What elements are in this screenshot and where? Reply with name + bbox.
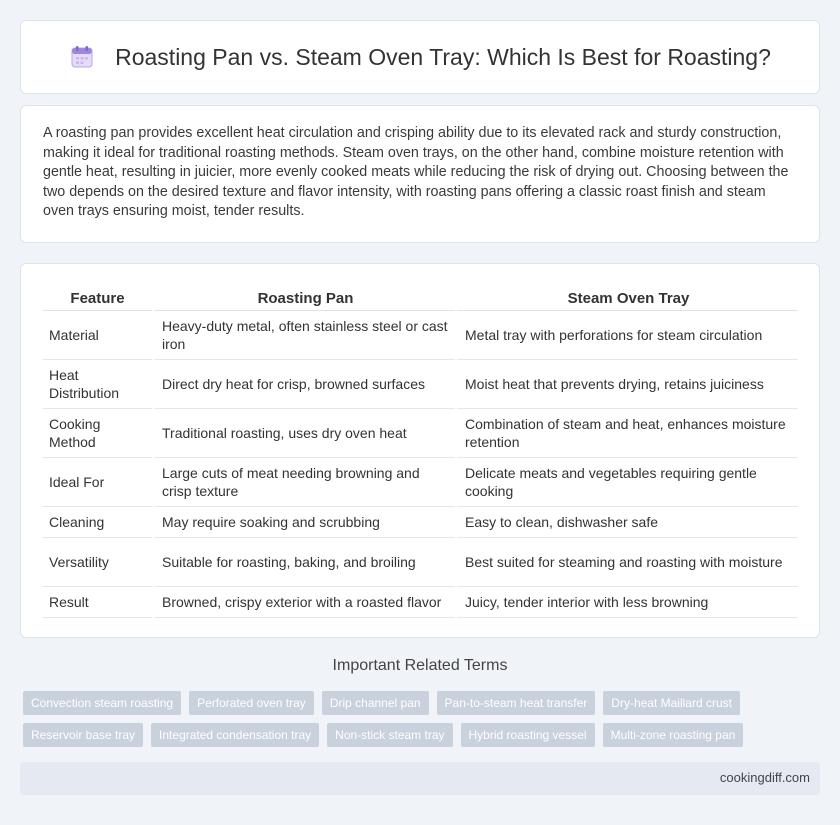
header-steam-oven-tray: Steam Oven Tray bbox=[455, 286, 798, 311]
steam-oven-tray-cell: Moist heat that prevents drying, retains juiciness bbox=[455, 360, 798, 409]
tag-pan-to-steam-heat-transfer[interactable]: Pan-to-steam heat transfer bbox=[437, 691, 596, 715]
header-roasting-pan: Roasting Pan bbox=[152, 286, 455, 311]
tag-hybrid-roasting-vessel[interactable]: Hybrid roasting vessel bbox=[461, 723, 595, 747]
table-row bbox=[43, 587, 798, 618]
table-row bbox=[43, 409, 798, 458]
table-row bbox=[43, 311, 798, 360]
tag-perforated-oven-tray[interactable]: Perforated oven tray bbox=[189, 691, 314, 715]
page-title: Roasting Pan vs. Steam Oven Tray: Which Is Best for Roasting? bbox=[115, 43, 771, 70]
calendar-icon bbox=[69, 44, 95, 70]
roasting-pan-cell: May require soaking and scrubbing bbox=[152, 507, 455, 538]
tag-drip-channel-pan[interactable]: Drip channel pan bbox=[322, 691, 429, 715]
tag-non-stick-steam-tray[interactable]: Non-stick steam tray bbox=[327, 723, 452, 747]
comparison-table bbox=[43, 286, 798, 618]
feature-cell: Cooking Method bbox=[43, 409, 152, 458]
tag-convection-steam-roasting[interactable]: Convection steam roasting bbox=[23, 691, 181, 715]
feature-cell: Cleaning bbox=[43, 507, 152, 538]
roasting-pan-cell: Direct dry heat for crisp, browned surfaces bbox=[152, 360, 455, 409]
steam-oven-tray-cell: Delicate meats and vegetables requiring gentle cooking bbox=[455, 458, 798, 507]
roasting-pan-cell: Browned, crispy exterior with a roasted flavor bbox=[152, 587, 455, 618]
table-row bbox=[43, 507, 798, 538]
tag-dry-heat-maillard-crust[interactable]: Dry-heat Maillard crust bbox=[603, 691, 740, 715]
intro-card bbox=[20, 105, 820, 243]
header-card bbox=[20, 20, 820, 94]
steam-oven-tray-cell: Best suited for steaming and roasting with moisture bbox=[455, 538, 798, 587]
intro-paragraph: A roasting pan provides excellent heat circulation and crisping ability due to its elevated rack and sturdy construction, making it ideal for traditional roasting methods. Steam oven trays, on the other hand, combine moisture retention with gentle heat, resulting in juicier, more evenly cooked meats while reducing the risk of drying out. Choosing between the two depends on the desired texture and flavor intensity, with roasting pans offering a classic roast finish and steam oven trays ensuring moist, tender results. bbox=[43, 125, 789, 220]
footer-bar bbox=[20, 762, 820, 795]
header-feature: Feature bbox=[43, 286, 152, 311]
tag-reservoir-base-tray[interactable]: Reservoir base tray bbox=[23, 723, 143, 747]
related-terms-title: Important Related Terms bbox=[332, 657, 508, 674]
steam-oven-tray-cell: Juicy, tender interior with less browning bbox=[455, 587, 798, 618]
feature-cell: Material bbox=[43, 311, 152, 360]
table-row bbox=[43, 538, 798, 587]
tag-row bbox=[23, 691, 823, 715]
related-terms-tags bbox=[23, 691, 823, 755]
table-row bbox=[43, 360, 798, 409]
roasting-pan-cell: Traditional roasting, uses dry oven heat bbox=[152, 409, 455, 458]
tag-multi-zone-roasting-pan[interactable]: Multi-zone roasting pan bbox=[603, 723, 744, 747]
footer-site-link[interactable]: cookingdiff.com bbox=[719, 770, 810, 785]
table-row bbox=[43, 458, 798, 507]
feature-cell: Result bbox=[43, 587, 152, 618]
steam-oven-tray-cell: Combination of steam and heat, enhances moisture retention bbox=[455, 409, 798, 458]
steam-oven-tray-cell: Metal tray with perforations for steam circulation bbox=[455, 311, 798, 360]
steam-oven-tray-cell: Easy to clean, dishwasher safe bbox=[455, 507, 798, 538]
feature-cell: Heat Distribution bbox=[43, 360, 152, 409]
feature-cell: Ideal For bbox=[43, 458, 152, 507]
table-header-row bbox=[43, 286, 798, 311]
roasting-pan-cell: Suitable for roasting, baking, and broiling bbox=[152, 538, 455, 587]
feature-cell: Versatility bbox=[43, 538, 152, 587]
tag-integrated-condensation-tray[interactable]: Integrated condensation tray bbox=[151, 723, 319, 747]
tag-row bbox=[23, 723, 823, 747]
comparison-table-card bbox=[20, 263, 820, 638]
roasting-pan-cell: Heavy-duty metal, often stainless steel or cast iron bbox=[152, 311, 455, 360]
roasting-pan-cell: Large cuts of meat needing browning and crisp texture bbox=[152, 458, 455, 507]
